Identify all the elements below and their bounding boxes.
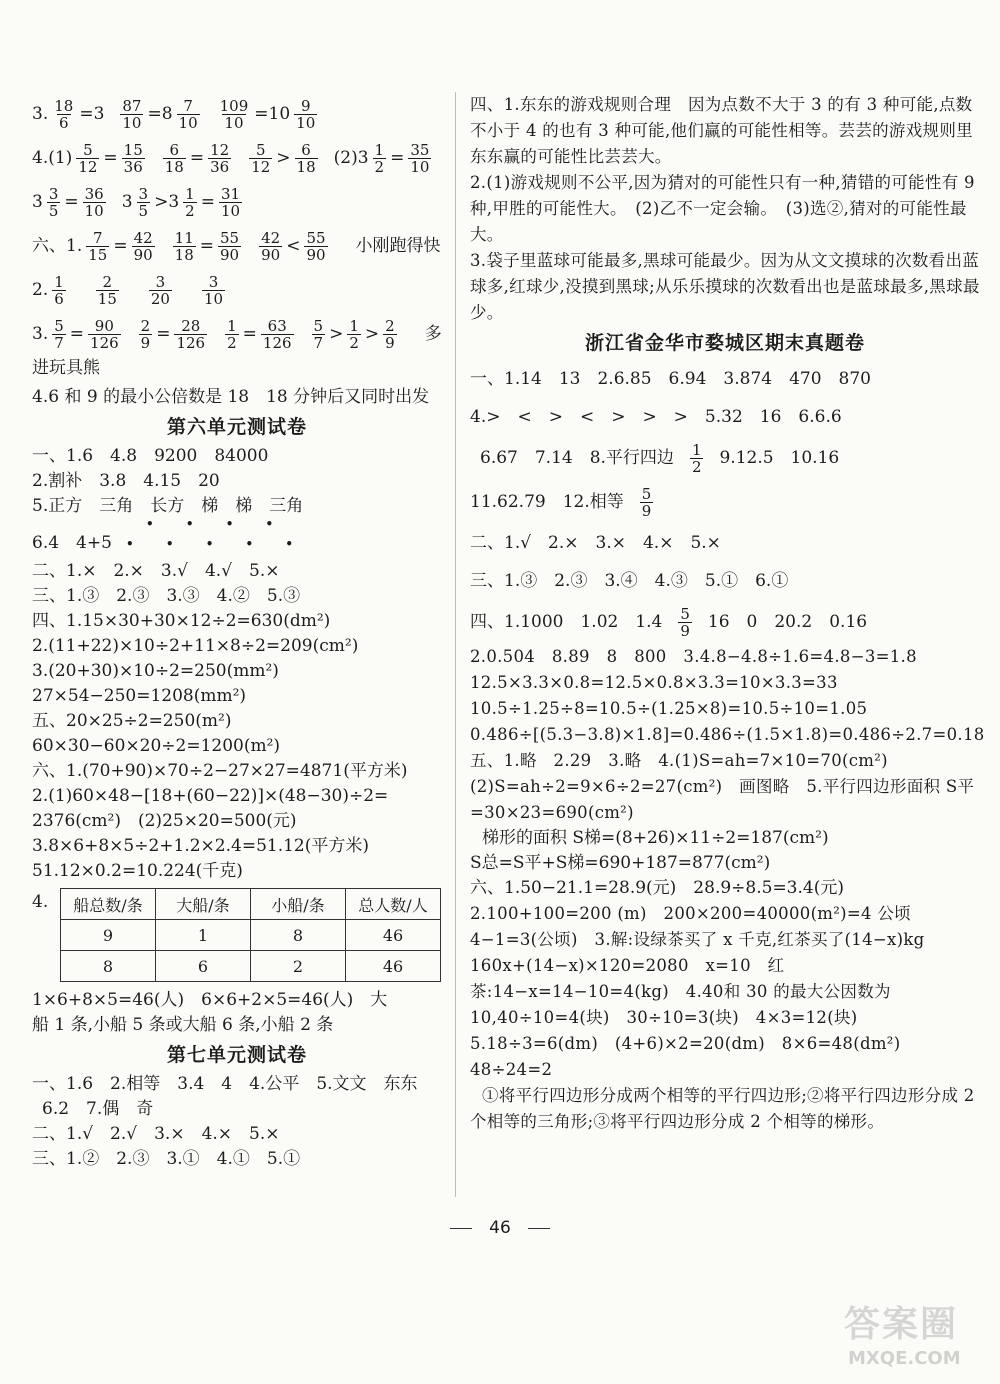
answer-paragraph: 2.100+100=200 (m) 200×200=40000(m²)=4 公顷 4−1=3(公顷) 3.解:设绿茶买了 x 千克,红茶买了(14−x)kg 160x+(14−x)×120=2080 x=10 红茶:14−x=14−10=4(kg) 4.40和 30 的最大公因数为 10,40÷10=4(块) 30÷10=3(块) 4×3=12(块) 5.18÷3=6(dm) (4+6)×2=20(dm) 8×6=48(dm²) 48÷24=2 bbox=[470, 904, 942, 1079]
table-cell: 46 bbox=[346, 920, 441, 951]
fraction: $\frac{28}{126}$ bbox=[176, 316, 206, 352]
table-header-cell: 总人数/人 bbox=[346, 889, 441, 920]
fraction: $\frac{1}{2}$ bbox=[374, 140, 385, 176]
answer-line: 3. $\frac{18}{6}$ =3 $\frac{87}{10}$ =8 $\frac{7}{10}$ $\frac{109}{10}$ =10 $\frac{9}{10}$ bbox=[32, 96, 316, 132]
answer-line: 6.2 7.偶 奇 bbox=[42, 1099, 154, 1119]
fraction: $\frac{5}{7}$ bbox=[54, 316, 64, 352]
fraction: $\frac{5}{7}$ bbox=[313, 316, 324, 352]
page-number: 46 bbox=[489, 1218, 511, 1238]
fraction: $\frac{2}{9}$ bbox=[140, 316, 151, 352]
answer-line: 船 1 条,小船 5 条或大船 6 条,小船 2 条 bbox=[32, 1015, 334, 1035]
answer-line: 一、1.6 4.8 9200 84000 bbox=[32, 446, 269, 466]
watermark-logo bbox=[838, 1296, 988, 1376]
answer-line: 4.> < > < > > > 5.32 16 6.6.6 bbox=[470, 406, 842, 427]
section-heading-exam: 浙江省金华市婺城区期末真题卷 bbox=[584, 332, 865, 354]
question-number: 4. bbox=[32, 892, 49, 912]
fraction: $\frac{3}{5}$ bbox=[138, 184, 149, 220]
table-header-row bbox=[61, 889, 441, 920]
answer-line: 3.8×6+8×5÷2+1.2×2.4=51.12(平方米) bbox=[32, 836, 370, 856]
boat-table bbox=[60, 888, 441, 982]
answer-line: 2.(1)60×48−[18+(60−22)]×(48−30)÷2= bbox=[32, 786, 389, 806]
table-header-cell: 船总数/条 bbox=[61, 889, 156, 920]
answer-line: 2.割补 3.8 4.15 20 bbox=[32, 471, 220, 491]
fraction: $\frac{5}{12}$ bbox=[251, 140, 271, 176]
fraction: $\frac{5}{9}$ bbox=[680, 604, 690, 640]
section-heading-unit7: 第七单元测试卷 bbox=[166, 1044, 307, 1066]
answer-line: 梯形的面积 S梯=(8+26)×11÷2=187(cm²) bbox=[482, 828, 829, 848]
fraction: $\frac{2}{9}$ bbox=[385, 316, 395, 352]
answer-paragraph: 2.(1)游戏规则不公平,因为猜对的可能性只有一种,猜错的可能性有 9 种,甲胜的可能性大。 (2)乙不一定会输。 (3)选②,猜对的可能性最大。 bbox=[470, 173, 975, 244]
table-cell: 6 bbox=[156, 951, 251, 982]
answer-line: 四、1.1000 1.02 1.4 $\frac{5}{9}$ 16 0 20.2 0.16 bbox=[470, 604, 868, 640]
answer-line: S总=S平+S梯=690+187=877(cm²) bbox=[470, 853, 771, 873]
answer-line: 五、20×25÷2=250(m²) bbox=[32, 711, 232, 731]
fraction: $\frac{5}{9}$ bbox=[641, 484, 652, 520]
answer-line: 六、1.(70+90)×70÷2−27×27=4871(平方米) bbox=[32, 761, 408, 781]
fraction: $\frac{18}{6}$ bbox=[54, 96, 74, 132]
fraction: $\frac{1}{2}$ bbox=[691, 440, 702, 476]
fraction: $\frac{42}{90}$ bbox=[133, 228, 153, 264]
table-cell: 8 bbox=[251, 920, 346, 951]
fraction: $\frac{1}{2}$ bbox=[349, 316, 359, 352]
fraction: $\frac{3}{10}$ bbox=[203, 272, 224, 308]
watermark-mark: 答案圈 bbox=[844, 1304, 959, 1345]
answer-line: 4.6 和 9 的最小公倍数是 18 18 分钟后又同时出发 bbox=[32, 387, 430, 407]
answer-line: 三、1.③ 2.③ 3.③ 4.② 5.③ bbox=[32, 586, 301, 606]
fraction: $\frac{3}{20}$ bbox=[150, 272, 170, 308]
table-header-cell: 大船/条 bbox=[156, 889, 251, 920]
answer-line: 1×6+8×5=46(人) 6×6+2×5=46(人) 大 bbox=[32, 990, 388, 1010]
answer-line: 六、1. $\frac{7}{15}$ = $\frac{42}{90}$ $\frac{11}{18}$ = $\frac{55}{90}$ $\frac{42}{90}$ < $\frac{55}{90}$ 小刚跑得快 bbox=[32, 228, 441, 264]
boat-table-block bbox=[32, 888, 442, 982]
answer-line: 2.(11+22)×10÷2+11×8÷2=209(cm²) bbox=[32, 636, 359, 656]
fraction: $\frac{90}{126}$ bbox=[90, 316, 119, 352]
answer-line: 3 $\frac{3}{5}$ = $\frac{36}{10}$ 3 $\frac{3}{5}$ >3 $\frac{1}{2}$ = $\frac{31}{10}$ bbox=[32, 184, 241, 220]
fraction: $\frac{2}{15}$ bbox=[97, 272, 117, 308]
watermark-site: MXQE.COM bbox=[848, 1348, 961, 1369]
answer-line: 一、1.6 2.相等 3.4 4 4.公平 5.文文 东东 bbox=[32, 1074, 418, 1094]
answer-line: 27×54−250=1208(mm²) bbox=[32, 686, 247, 706]
answer-line: 60×30−60×20÷2=1200(m²) bbox=[32, 736, 281, 756]
fraction: $\frac{1}{2}$ bbox=[227, 316, 237, 352]
answer-line: 2. $\frac{1}{6}$ $\frac{2}{15}$ $\frac{3}{20}$ $\frac{3}{10}$ bbox=[32, 272, 224, 308]
fraction: $\frac{42}{90}$ bbox=[261, 228, 281, 264]
answer-line: 3.(20+30)×10÷2=250(mm²) bbox=[32, 661, 279, 681]
answer-paragraph: 3.袋子里蓝球可能最多,黑球可能最少。因为从文文摸球的次数看出蓝球多,红球少,没摸到黑球;从乐乐摸球的次数看出也是蓝球最多,黑球最少。 bbox=[470, 251, 980, 322]
table-cell: 2 bbox=[251, 951, 346, 982]
answer-line: 三、1.② 2.③ 3.① 4.① 5.① bbox=[32, 1149, 301, 1169]
footer-dash bbox=[450, 1228, 472, 1229]
answer-line: 3. $\frac{5}{7}$ = $\frac{90}{126}$ $\frac{2}{9}$ = $\frac{28}{126}$ $\frac{1}{2}$ = $\frac{63}{126}$ $\frac{5}{7}$ > $\frac{1}{2}$ > $\frac{2}{9}$ 多 bbox=[32, 316, 442, 352]
fraction: $\frac{109}{10}$ bbox=[219, 96, 249, 132]
answer-paragraph: ①将平行四边形分成两个相等的平行四边形;②将平行四边形分成 2 个相等的三角形;③将平行四边形分成 2 个相等的梯形。 bbox=[470, 1086, 975, 1131]
answer-line-dotted: • • • • 6.4 4+5 • • • • • bbox=[32, 517, 308, 553]
answer-paragraph: 四、1.东东的游戏规则合理 因为点数不大于 3 的有 3 种可能,点数不小于 4 的也有 3 种可能,他们赢的可能性相等。芸芸的游戏规则里东东赢的可能性比芸芸大。 bbox=[470, 95, 973, 166]
fraction: $\frac{35}{10}$ bbox=[410, 140, 430, 176]
fraction: $\frac{63}{126}$ bbox=[262, 316, 292, 352]
answer-line: 51.12×0.2=10.224(千克) bbox=[32, 861, 243, 881]
answer-line: 二、1.√ 2.× 3.× 4.× 5.× bbox=[470, 532, 721, 553]
fraction: $\frac{12}{36}$ bbox=[210, 140, 230, 176]
table-cell: 46 bbox=[346, 951, 441, 982]
fraction: $\frac{6}{18}$ bbox=[296, 140, 316, 176]
fraction: $\frac{11}{18}$ bbox=[174, 228, 194, 264]
fraction: $\frac{7}{10}$ bbox=[178, 96, 198, 132]
page-footer bbox=[0, 1218, 1000, 1238]
table-row bbox=[61, 951, 441, 982]
answer-line: 三、1.③ 2.③ 3.④ 4.③ 5.① 6.① bbox=[470, 570, 789, 591]
answer-line: 11.62.79 12.相等 $\frac{5}{9}$ bbox=[470, 484, 652, 520]
fraction: $\frac{3}{5}$ bbox=[48, 184, 59, 220]
fraction: $\frac{7}{15}$ bbox=[88, 228, 108, 264]
emphasis-dots: • • • • • bbox=[126, 537, 308, 551]
fraction: $\frac{5}{12}$ bbox=[78, 140, 98, 176]
table-header-cell: 小船/条 bbox=[251, 889, 346, 920]
fraction: $\frac{36}{10}$ bbox=[84, 184, 104, 220]
table-cell: 9 bbox=[61, 920, 156, 951]
table-cell: 8 bbox=[61, 951, 156, 982]
answer-line: 4.(1) $\frac{5}{12}$ = $\frac{15}{36}$ $\frac{6}{18}$ = $\frac{12}{36}$ $\frac{5}{12}$ > $\frac{6}{18}$ (2)3 $\frac{1}{2}$ = $\frac{35}{10}$ bbox=[32, 140, 430, 176]
fraction: $\frac{1}{2}$ bbox=[185, 184, 195, 220]
answer-line: 四、1.15×30+30×12÷2=630(dm²) bbox=[32, 611, 331, 631]
left-column bbox=[32, 92, 442, 1172]
right-column bbox=[470, 92, 985, 1135]
fraction: $\frac{31}{10}$ bbox=[220, 184, 241, 220]
table-row bbox=[61, 920, 441, 951]
section-heading-unit6: 第六单元测试卷 bbox=[166, 416, 307, 438]
emphasis-dots: • • • • bbox=[146, 517, 288, 531]
answer-line: 6.67 7.14 8.平行四边 $\frac{1}{2}$ 9.12.5 10.16 bbox=[480, 440, 840, 476]
fraction: $\frac{15}{36}$ bbox=[123, 140, 143, 176]
answer-paragraph: 2.0.504 8.89 8 800 3.4.8−4.8÷1.6=4.8−3=1.8 12.5×3.3×0.8=12.5×0.8×3.3=10×3.3=33 10.5÷1.25÷8=10.5÷(1.25×8)=10.5÷10=1.05 0.486÷[(5.3−3.8)×1.8]=0.486÷(1.5×1.8)=0.486÷2.7=0.18 bbox=[470, 647, 985, 744]
answer-line: 5.正方 三角 长方 梯 梯 三角 bbox=[32, 496, 304, 516]
fraction: $\frac{6}{18}$ bbox=[164, 140, 184, 176]
answer-line: 进玩具熊 bbox=[32, 358, 100, 378]
answer-line: 2376(cm²) (2)25×20=500(元) bbox=[32, 811, 297, 831]
answer-line: 一、1.14 13 2.6.85 6.94 3.874 470 870 bbox=[470, 368, 871, 389]
footer-dash bbox=[528, 1228, 550, 1229]
answer-paragraph: 五、1.略 2.29 3.略 4.(1)S=ah=7×10=70(cm²) (2)S=ah÷2=9×6÷2=27(cm²) 画图略 5.平行四边形面积 S平=30×23=690(cm²) bbox=[470, 751, 975, 822]
fraction: $\frac{9}{10}$ bbox=[296, 96, 316, 132]
table-cell: 1 bbox=[156, 920, 251, 951]
fraction: $\frac{87}{10}$ bbox=[122, 96, 142, 132]
answer-line: 二、1.× 2.× 3.√ 4.√ 5.× bbox=[32, 561, 280, 581]
column-divider bbox=[455, 92, 456, 1197]
answer-line: 六、1.50−21.1=28.9(元) 28.9÷8.5=3.4(元) bbox=[470, 878, 844, 898]
fraction: $\frac{1}{6}$ bbox=[54, 272, 64, 308]
answer-line: 二、1.√ 2.√ 3.× 4.× 5.× bbox=[32, 1124, 280, 1144]
fraction: $\frac{55}{90}$ bbox=[220, 228, 240, 264]
fraction: $\frac{55}{90}$ bbox=[306, 228, 326, 264]
